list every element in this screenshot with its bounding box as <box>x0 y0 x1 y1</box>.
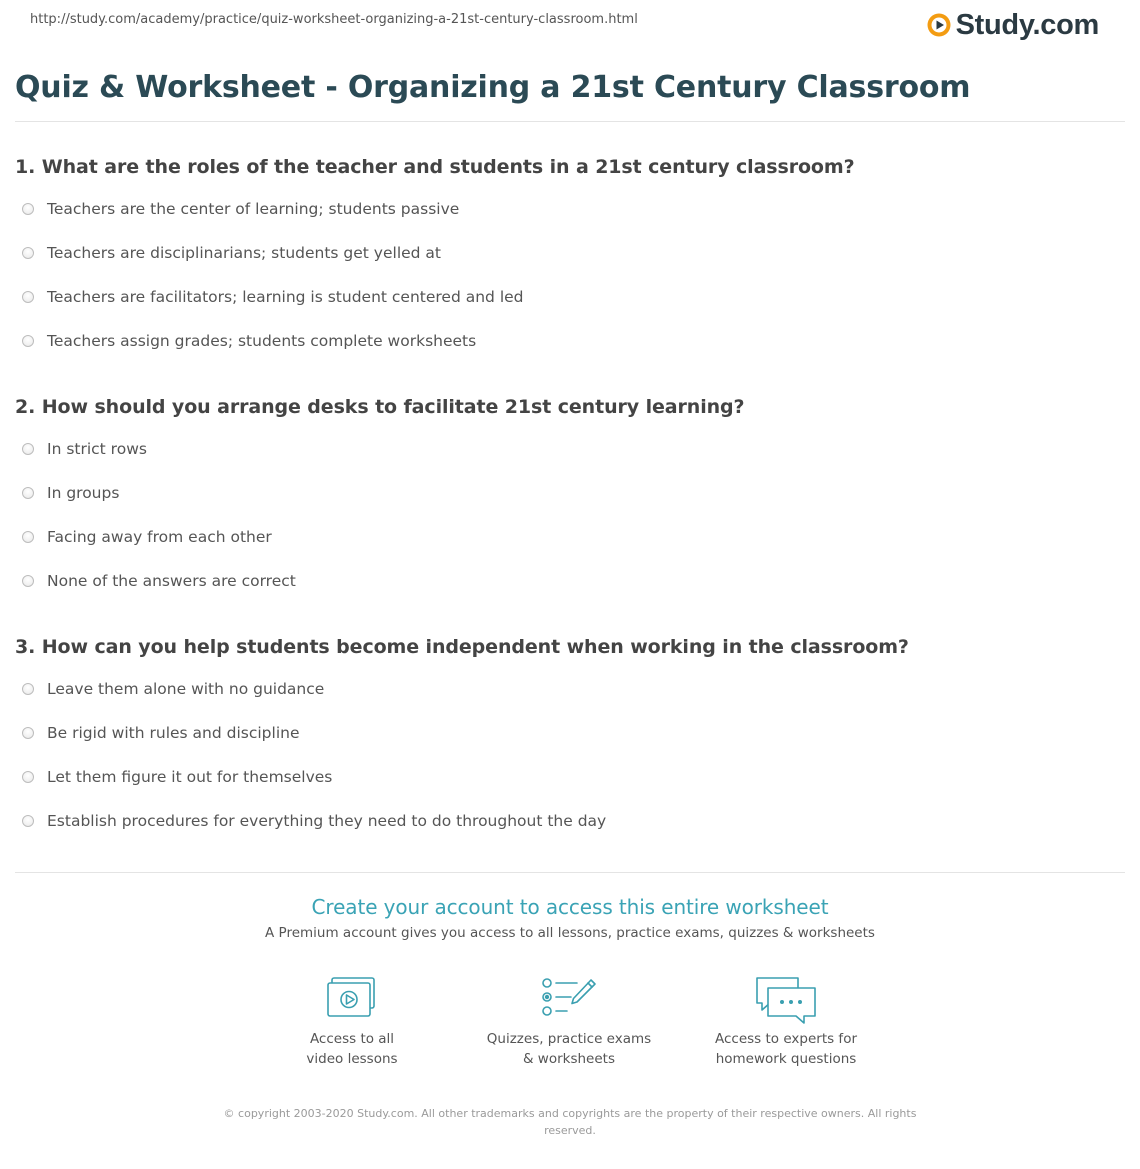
radio-button[interactable] <box>22 203 34 215</box>
radio-button[interactable] <box>22 727 34 739</box>
option-label: Let them figure it out for themselves <box>47 768 333 786</box>
option-label: Leave them alone with no guidance <box>47 680 325 698</box>
option-label: Teachers are facilitators; learning is student centered and led <box>47 288 524 306</box>
chat-bubbles-icon <box>754 975 818 1025</box>
question-2-option-2[interactable] <box>22 484 119 502</box>
radio-button[interactable] <box>22 335 34 347</box>
radio-button[interactable] <box>22 815 34 827</box>
question-1-option-2[interactable] <box>22 244 441 262</box>
option-label: Be rigid with rules and discipline <box>47 724 300 742</box>
cta-subtitle: A Premium account gives you access to all lessons, practice exams, quizzes & worksheets <box>265 925 875 941</box>
option-label: Teachers assign grades; students complete worksheets <box>47 332 477 350</box>
feature-video-lessons <box>257 975 447 1069</box>
study-logo[interactable] <box>926 8 1099 42</box>
question-2: 2. How should you arrange desks to facilitate 21st century learning? <box>15 396 745 418</box>
question-2-option-1[interactable] <box>22 440 147 458</box>
cta-divider <box>15 872 1125 873</box>
radio-button[interactable] <box>22 443 34 455</box>
question-2-option-4[interactable] <box>22 572 296 590</box>
feature-label-line: & worksheets <box>522 1051 615 1067</box>
question-3-option-2[interactable] <box>22 724 300 742</box>
question-3: 3. How can you help students become independent when working in the classroom? <box>15 636 909 658</box>
feature-label-line: Access to experts for <box>714 1031 857 1047</box>
option-label: In groups <box>47 484 120 502</box>
page-title: Quiz & Worksheet - Organizing a 21st Century Classroom <box>15 70 971 105</box>
radio-button[interactable] <box>22 291 34 303</box>
radio-button[interactable] <box>22 683 34 695</box>
copyright-footer <box>0 1105 1140 1139</box>
video-lessons-icon <box>326 975 378 1019</box>
radio-button[interactable] <box>22 247 34 259</box>
question-3-option-3[interactable] <box>22 768 332 786</box>
quiz-checklist-icon <box>541 975 597 1019</box>
option-label: In strict rows <box>47 440 147 458</box>
question-1-option-4[interactable] <box>22 332 476 350</box>
question-2-option-3[interactable] <box>22 528 272 546</box>
title-divider <box>15 121 1125 122</box>
radio-button[interactable] <box>22 487 34 499</box>
question-1: 1. What are the roles of the teacher and students in a 21st century classroom? <box>15 156 855 178</box>
option-label: None of the answers are correct <box>47 572 296 590</box>
top-bar <box>15 0 1125 56</box>
radio-button[interactable] <box>22 531 34 543</box>
feature-label-line: homework questions <box>715 1051 857 1067</box>
option-label: Facing away from each other <box>47 528 272 546</box>
question-1-option-1[interactable] <box>22 200 459 218</box>
option-label: Establish procedures for everything they need to do throughout the day <box>47 812 607 830</box>
page-url: http://study.com/academy/practice/quiz-worksheet-organizing-a-21st-century-classroom.html <box>30 12 638 27</box>
feature-label-line: Quizzes, practice exams <box>486 1031 652 1047</box>
copyright-line: reserved. <box>544 1124 596 1137</box>
logo-text: Study.com <box>955 8 1099 41</box>
question-3-option-1[interactable] <box>22 680 324 698</box>
option-label: Teachers are disciplinarians; students get yelled at <box>47 244 442 262</box>
feature-label-line: video lessons <box>306 1051 398 1067</box>
feature-label-line: Access to all <box>309 1031 395 1047</box>
play-logo-icon <box>926 12 952 38</box>
feature-quizzes <box>474 975 664 1069</box>
radio-button[interactable] <box>22 575 34 587</box>
feature-experts <box>691 975 881 1069</box>
question-1-option-3[interactable] <box>22 288 524 306</box>
create-account-link[interactable]: Create your account to access this entire worksheet <box>311 895 829 919</box>
option-label: Teachers are the center of learning; students passive <box>47 200 460 218</box>
copyright-line: © copyright 2003-2020 Study.com. All other trademarks and copyrights are the property of their respective owners. All rights <box>223 1107 917 1120</box>
question-3-option-4[interactable] <box>22 812 606 830</box>
radio-button[interactable] <box>22 771 34 783</box>
